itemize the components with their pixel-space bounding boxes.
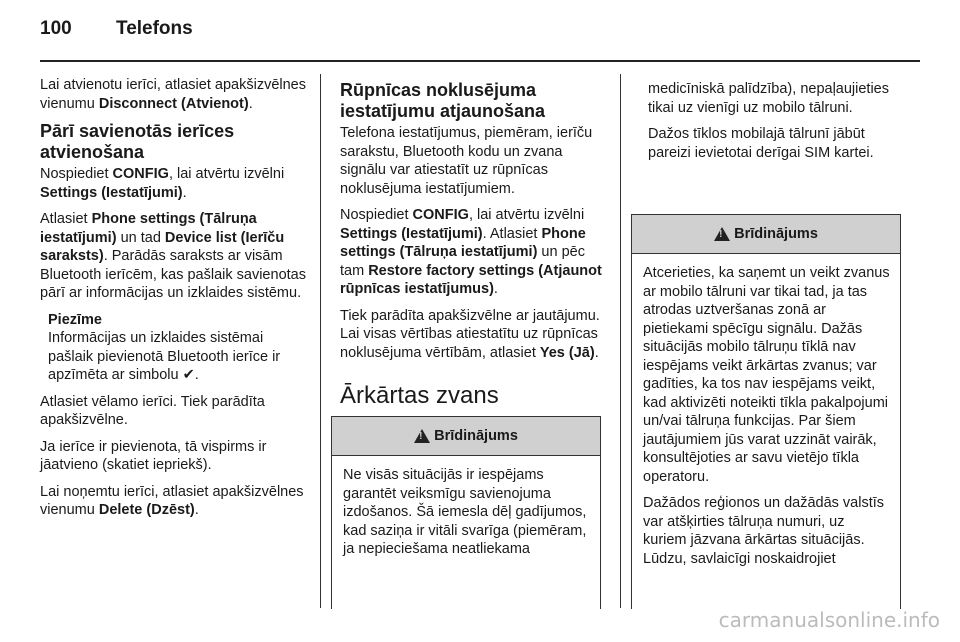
warning-box	[331, 416, 601, 609]
column-middle	[340, 80, 602, 424]
warning-triangle-icon	[414, 429, 430, 443]
warning-text: Ne visās situācijās ir iespējams garantēt veiksmīgu savienojuma izdošanos. Šā iemesla dēļ gadījumos, kad saziņa ir vitāli svarīga (piemēram, ja nepieciešama neatliekama	[343, 467, 587, 557]
paragraph: Lai atvienotu ierīci, atlasiet apakšizvēlnes vienumu Disconnect (Atvienot).	[40, 77, 306, 112]
paragraph: Atlasiet Phone settings (Tālruņa iestatījumi) un tad Device list (Ierīču saraksts). Parādās saraksts ar visām Bluetooth ierīcēm, kas pašlaik savienotas pārī ar informācijas un izklaides sistēmu.	[40, 211, 306, 301]
warning-box	[631, 214, 901, 609]
column-divider	[620, 74, 621, 608]
checkmark-icon: ✔	[182, 367, 195, 383]
chapter-title: Telefons	[116, 18, 193, 39]
warning-header: ! Brīdinājums	[632, 215, 900, 254]
paragraph: Lai noņemtu ierīci, atlasiet apakšizvēlnes vienumu Delete (Dzēst).	[40, 483, 304, 518]
warning-header: ! Brīdinājums	[332, 417, 600, 456]
note-title: Piezīme	[48, 311, 102, 328]
paragraph: Atcerieties, ka saņemt un veikt zvanus ar mobilo tālruni var tikai tad, ja tas atrodas uztveršanas zonā ar pietiekami spēcīgu signālu. Dažās situācijās mobilo tālruņu tīklā nav iespējams veikt ārkārtas zvanus; var gadīties, ka tos nav iespējams veikt, kad aktivizēti noteikti tīkla pakalpojumi un/vai tālruņa funkcijas. Par šiem jautājumiem jūs varat uzzināt vairāk, konsultējoties ar savu vietējo tīkla operatoru.	[643, 265, 890, 485]
paragraph: medicīniskā palīdzība), nepaļaujieties tikai uz vienīgi uz mobilo tālruni.	[648, 81, 889, 116]
paragraph: Nospiediet CONFIG, lai atvērtu izvēlni Settings (Iestatījumi). Atlasiet Phone settings (Tālruņa iestatījumi) un pēc tam Restore factory settings (Atjaunot rūpnīcas iestatījumus).	[340, 207, 602, 297]
column-right	[648, 80, 903, 170]
header-rule	[40, 60, 920, 62]
warning-text	[632, 254, 900, 568]
section-heading-factory-reset: Rūpnīcas noklusējuma iestatījumu atjaunošana	[340, 80, 546, 121]
warning-triangle-icon	[714, 227, 730, 241]
paragraph: Atlasiet vēlamo ierīci. Tiek parādīta apakšizvēlne.	[40, 393, 265, 428]
paragraph: Telefona iestatījumus, piemēram, ierīču sarakstu, Bluetooth kodu un zvana signālu var atiestatīt uz rūpnīcas noklusējuma iestatījumiem.	[340, 125, 593, 197]
paragraph: Nospiediet CONFIG, lai atvērtu izvēlni Settings (Iestatījumi).	[40, 166, 285, 201]
column-left	[40, 76, 310, 528]
section-heading-emergency-call: Ārkārtas zvans	[340, 382, 499, 409]
section-heading-unpair: Pārī savienotās ierīces atvienošana	[40, 121, 235, 162]
column-divider	[320, 74, 321, 608]
paragraph: Dažos tīklos mobilajā tālrunī jābūt pareizi ievietotai derīgai SIM kartei.	[648, 126, 874, 161]
note-box: Piezīme Informācijas un izklaides sistēmai pašlaik pievienotā Bluetooth ierīce ir apzīmēta ar simbolu ✔.	[40, 311, 310, 385]
page-header	[40, 18, 193, 40]
paragraph: Dažādos reģionos un dažādās valstīs var atšķirties tālruņa numuri, uz kuriem jāzvana ārkārtas situācijās. Lūdzu, savlaicīgi noskaidrojiet	[643, 495, 885, 567]
page-number: 100	[40, 18, 72, 39]
paragraph: Tiek parādīta apakšizvēlne ar jautājumu. Lai visas vērtības atiestatītu uz rūpnīcas noklusējuma vērtībām, atlasiet Yes (Jā).	[340, 307, 600, 361]
paragraph: Ja ierīce ir pievienota, tā vispirms ir jāatvieno (skatiet iepriekš).	[40, 438, 267, 473]
watermark: carmanualsonline.info	[718, 608, 940, 632]
